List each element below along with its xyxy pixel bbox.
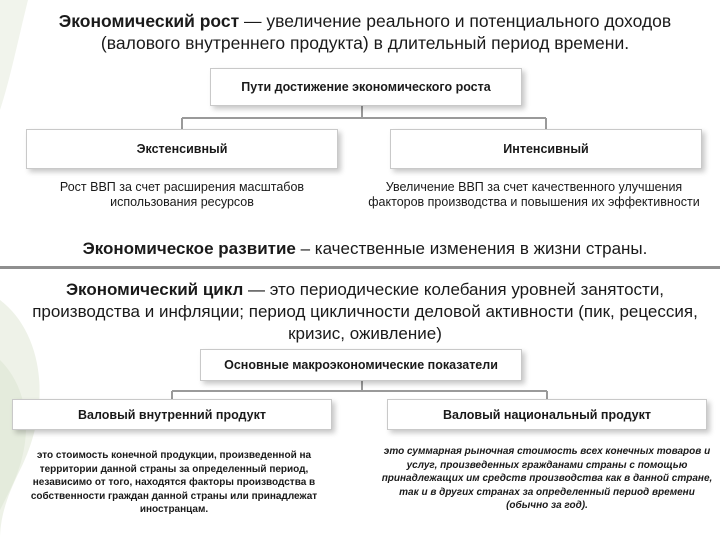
growth-definition bbox=[30, 10, 700, 54]
gnp-box bbox=[387, 399, 707, 430]
gnp-label: Валовый национальный продукт bbox=[443, 407, 651, 422]
gdp-box bbox=[12, 399, 332, 430]
extensive-box bbox=[26, 129, 338, 169]
cycle-definition bbox=[20, 279, 710, 345]
extensive-desc: Рост ВВП за счет расширения масштабов использования ресурсов bbox=[59, 180, 305, 209]
extensive-label: Экстенсивный bbox=[136, 142, 228, 156]
development-definition bbox=[20, 238, 710, 260]
development-term: Экономическое развитие bbox=[82, 239, 296, 258]
intensive-desc: Увеличение ВВП за счет качественного улучшения факторов производства и повышения их эффективности bbox=[368, 180, 700, 209]
gdp-label: Валовый внутренний продукт bbox=[78, 407, 266, 422]
section-divider bbox=[0, 266, 720, 269]
intensive-box bbox=[390, 129, 702, 169]
gnp-desc: это суммарная рыночная стоимость всех конечных товаров и услуг, произведенных гражданами страны с помощью принадлежащих им средств производства как в данной стране, так и в других странах за определенный период времени (обычно за год). bbox=[381, 446, 713, 511]
growth-def: — увеличение реального и потенциального доходов (валового внутреннего продукта) в длительный период времени. bbox=[100, 11, 672, 53]
indicators-box bbox=[200, 349, 522, 381]
intensive-label: Интенсивный bbox=[503, 142, 589, 156]
development-def: – качественные изменения в жизни страны. bbox=[295, 239, 648, 258]
gdp-desc: это стоимость конечной продукции, произведенной на территории данной страны за определенный период, независимо от того, находятся факторы производства в собственности граждан данной страны или принадлежат иностранцам. bbox=[30, 450, 318, 515]
growth-paths-box bbox=[210, 68, 522, 106]
indicators-title: Основные макроэкономические показатели bbox=[224, 358, 498, 372]
growth-term: Экономический рост bbox=[58, 11, 240, 31]
cycle-term: Экономический цикл bbox=[65, 280, 244, 299]
cycle-def: — это периодические колебания уровней занятости, производства и инфляции; период цикличности деловой активности (пик, рецессия, кризис, оживление) bbox=[32, 280, 698, 343]
growth-paths-title: Пути достижение экономического роста bbox=[241, 80, 491, 94]
